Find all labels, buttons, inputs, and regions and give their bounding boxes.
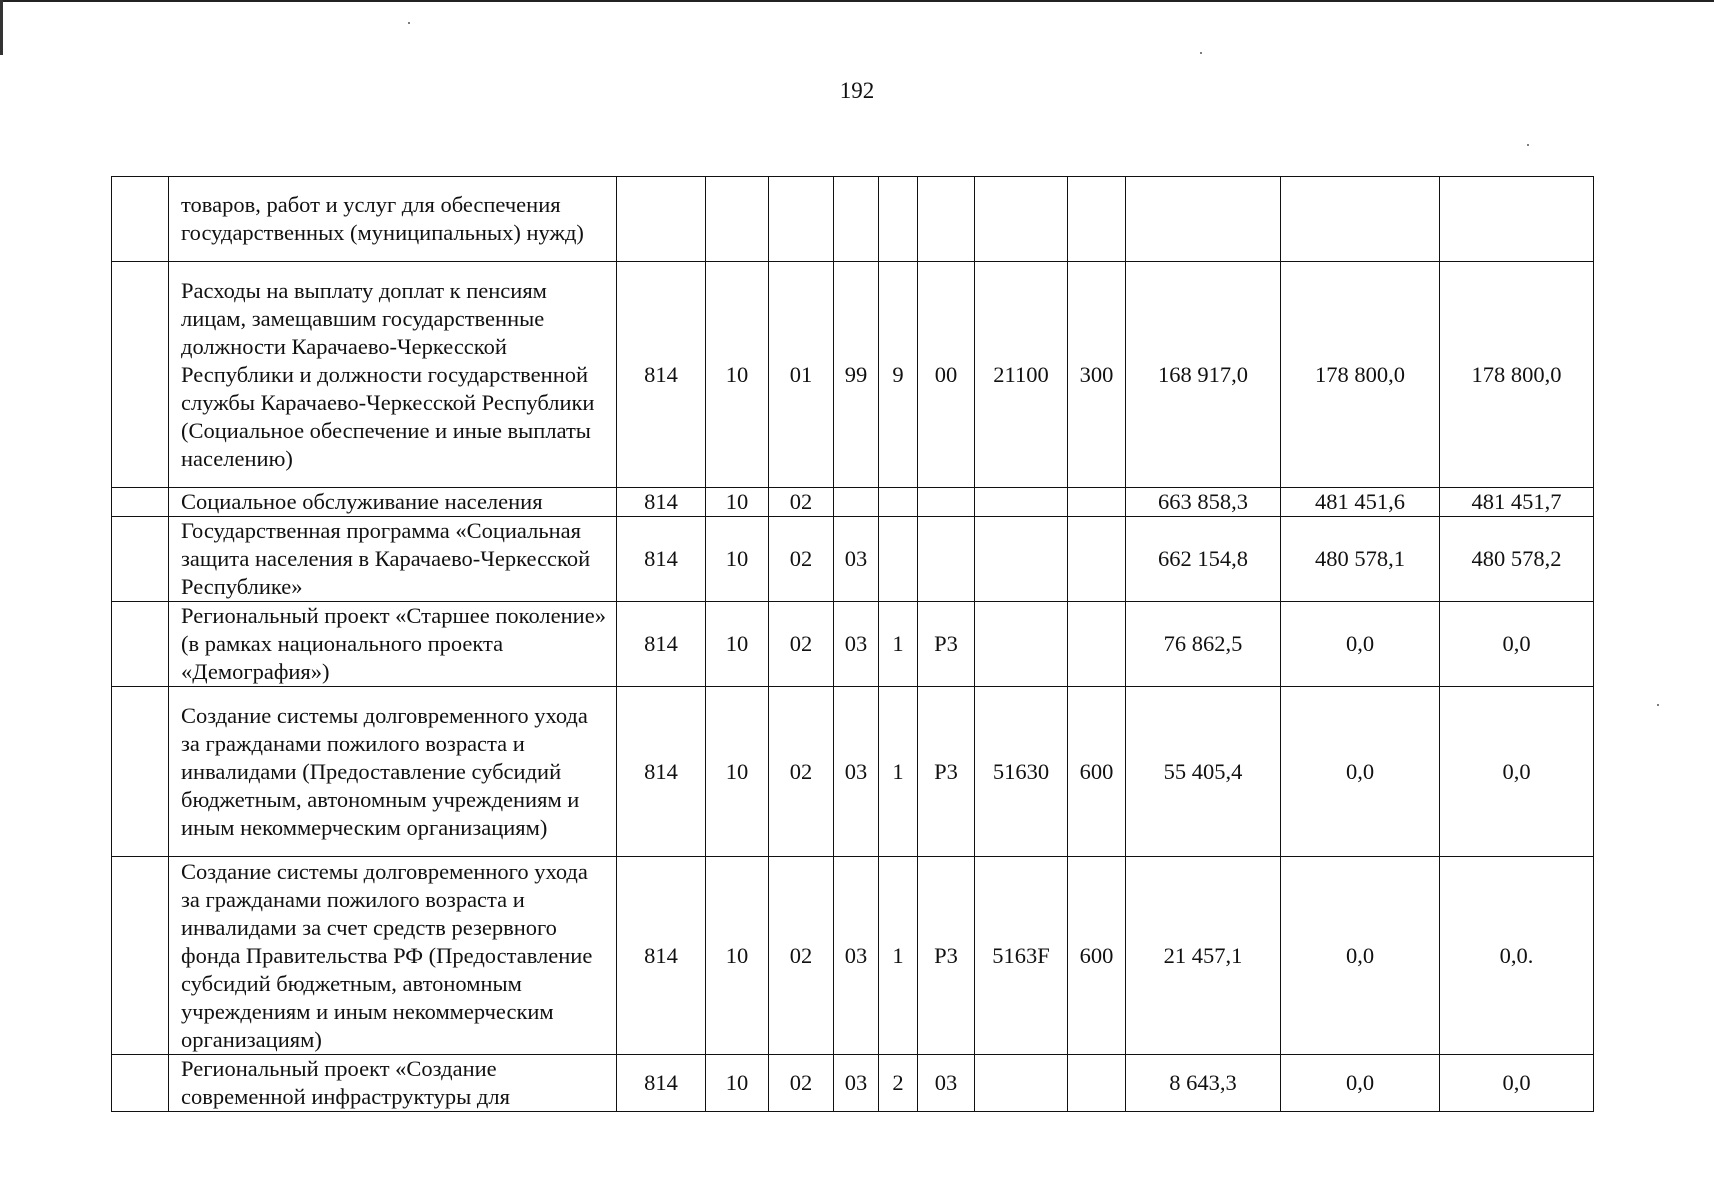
table-row — [112, 517, 1594, 602]
target-subprogram-cell: 1 — [879, 602, 918, 687]
grbs-cell — [617, 177, 706, 262]
scan-border-left — [0, 0, 3, 55]
row-index-cell — [112, 687, 169, 857]
target-program-cell: 03 — [834, 602, 879, 687]
description-cell: товаров, работ и услуг для обеспечения государственных (муниципальных) нужд) — [169, 177, 617, 262]
expense-type-cell — [1068, 177, 1126, 262]
grbs-cell: 814 — [617, 488, 706, 517]
expense-type-cell: 600 — [1068, 857, 1126, 1055]
amount-year3-cell: 178 800,0 — [1440, 262, 1594, 488]
section-cell — [706, 177, 769, 262]
target-event-cell: P3 — [918, 857, 975, 1055]
grbs-cell: 814 — [617, 687, 706, 857]
expense-type-cell — [1068, 517, 1126, 602]
row-index-cell — [112, 488, 169, 517]
target-event-cell — [918, 177, 975, 262]
expense-type-cell — [1068, 488, 1126, 517]
grbs-cell: 814 — [617, 517, 706, 602]
row-index-cell — [112, 1055, 169, 1112]
target-subprogram-cell: 9 — [879, 262, 918, 488]
grbs-cell: 814 — [617, 602, 706, 687]
amount-year1-cell: 55 405,4 — [1126, 687, 1281, 857]
amount-year1-cell: 168 917,0 — [1126, 262, 1281, 488]
page-number: 192 — [839, 78, 875, 103]
scan-speck — [1527, 144, 1529, 146]
amount-year3-cell: 0,0 — [1440, 687, 1594, 857]
amount-year3-cell: 0,0. — [1440, 857, 1594, 1055]
description-cell: Создание системы долговременного ухода за гражданами пожилого возраста и инвалидами за счет средств резервного фонда Правительства РФ (Предоставление субсидий бюджетным, автономным учреждениям и иным некоммерческим организациям) — [169, 857, 617, 1055]
amount-year1-cell: 8 643,3 — [1126, 1055, 1281, 1112]
budget-table-body — [112, 177, 1594, 1112]
row-index-cell — [112, 177, 169, 262]
target-direction-cell — [975, 602, 1068, 687]
target-program-cell: 03 — [834, 687, 879, 857]
section-cell: 10 — [706, 488, 769, 517]
amount-year1-cell: 76 862,5 — [1126, 602, 1281, 687]
table-row — [112, 177, 1594, 262]
description-cell: Региональный проект «Старшее поколение» (в рамках национального проекта «Демография») — [169, 602, 617, 687]
description-cell: Создание системы долговременного ухода за гражданами пожилого возраста и инвалидами (Предоставление субсидий бюджетным, автономным учреждениям и иным некоммерческим организациям) — [169, 687, 617, 857]
amount-year1-cell — [1126, 177, 1281, 262]
subsection-cell: 02 — [769, 857, 834, 1055]
amount-year3-cell: 481 451,7 — [1440, 488, 1594, 517]
amount-year1-cell: 662 154,8 — [1126, 517, 1281, 602]
amount-year2-cell: 0,0 — [1281, 687, 1440, 857]
subsection-cell: 02 — [769, 517, 834, 602]
target-subprogram-cell — [879, 517, 918, 602]
section-cell: 10 — [706, 517, 769, 602]
grbs-cell: 814 — [617, 1055, 706, 1112]
table-row — [112, 857, 1594, 1055]
amount-year2-cell: 0,0 — [1281, 602, 1440, 687]
table-row — [112, 602, 1594, 687]
amount-year2-cell: 481 451,6 — [1281, 488, 1440, 517]
target-subprogram-cell: 1 — [879, 857, 918, 1055]
subsection-cell: 01 — [769, 262, 834, 488]
amount-year1-cell: 663 858,3 — [1126, 488, 1281, 517]
subsection-cell — [769, 177, 834, 262]
target-program-cell — [834, 177, 879, 262]
target-program-cell — [834, 488, 879, 517]
grbs-cell: 814 — [617, 857, 706, 1055]
target-event-cell — [918, 517, 975, 602]
expense-type-cell — [1068, 602, 1126, 687]
target-direction-cell — [975, 517, 1068, 602]
target-direction-cell: 51630 — [975, 687, 1068, 857]
scan-speck — [408, 22, 410, 24]
target-subprogram-cell — [879, 177, 918, 262]
target-program-cell: 03 — [834, 857, 879, 1055]
scan-speck — [1657, 704, 1659, 706]
target-event-cell: P3 — [918, 602, 975, 687]
section-cell: 10 — [706, 857, 769, 1055]
subsection-cell: 02 — [769, 687, 834, 857]
target-subprogram-cell: 2 — [879, 1055, 918, 1112]
target-program-cell: 03 — [834, 1055, 879, 1112]
amount-year2-cell — [1281, 177, 1440, 262]
target-direction-cell: 21100 — [975, 262, 1068, 488]
amount-year2-cell: 0,0 — [1281, 1055, 1440, 1112]
target-subprogram-cell: 1 — [879, 687, 918, 857]
table-row — [112, 1055, 1594, 1112]
subsection-cell: 02 — [769, 488, 834, 517]
table-row — [112, 262, 1594, 488]
amount-year3-cell: 0,0 — [1440, 602, 1594, 687]
target-event-cell — [918, 488, 975, 517]
amount-year2-cell: 480 578,1 — [1281, 517, 1440, 602]
amount-year1-cell: 21 457,1 — [1126, 857, 1281, 1055]
amount-year3-cell: 0,0 — [1440, 1055, 1594, 1112]
amount-year2-cell: 178 800,0 — [1281, 262, 1440, 488]
target-event-cell: 03 — [918, 1055, 975, 1112]
description-cell: Социальное обслуживание населения — [169, 488, 617, 517]
target-program-cell: 99 — [834, 262, 879, 488]
row-index-cell — [112, 857, 169, 1055]
scan-border-top — [0, 0, 1714, 2]
subsection-cell: 02 — [769, 602, 834, 687]
scan-speck — [1200, 52, 1202, 54]
amount-year2-cell: 0,0 — [1281, 857, 1440, 1055]
expense-type-cell: 300 — [1068, 262, 1126, 488]
expense-type-cell: 600 — [1068, 687, 1126, 857]
row-index-cell — [112, 517, 169, 602]
table-row — [112, 687, 1594, 857]
expense-type-cell — [1068, 1055, 1126, 1112]
description-cell: Региональный проект «Создание современной инфраструктуры для — [169, 1055, 617, 1112]
description-cell: Государственная программа «Социальная защита населения в Карачаево-Черкесской Республике» — [169, 517, 617, 602]
amount-year3-cell: 480 578,2 — [1440, 517, 1594, 602]
table-row — [112, 488, 1594, 517]
grbs-cell: 814 — [617, 262, 706, 488]
amount-year3-cell — [1440, 177, 1594, 262]
target-direction-cell — [975, 177, 1068, 262]
target-subprogram-cell — [879, 488, 918, 517]
description-cell: Расходы на выплату доплат к пенсиям лицам, замещавшим государственные должности Карачаево-Черкесской Республики и должности государственной службы Карачаево-Черкесской Республики (Социальное обеспечение и иные выплаты населению) — [169, 262, 617, 488]
target-direction-cell — [975, 1055, 1068, 1112]
target-event-cell: P3 — [918, 687, 975, 857]
target-direction-cell — [975, 488, 1068, 517]
section-cell: 10 — [706, 687, 769, 857]
section-cell: 10 — [706, 262, 769, 488]
target-direction-cell: 5163F — [975, 857, 1068, 1055]
budget-table — [111, 176, 1594, 1112]
target-event-cell: 00 — [918, 262, 975, 488]
section-cell: 10 — [706, 602, 769, 687]
row-index-cell — [112, 602, 169, 687]
subsection-cell: 02 — [769, 1055, 834, 1112]
target-program-cell: 03 — [834, 517, 879, 602]
section-cell: 10 — [706, 1055, 769, 1112]
row-index-cell — [112, 262, 169, 488]
